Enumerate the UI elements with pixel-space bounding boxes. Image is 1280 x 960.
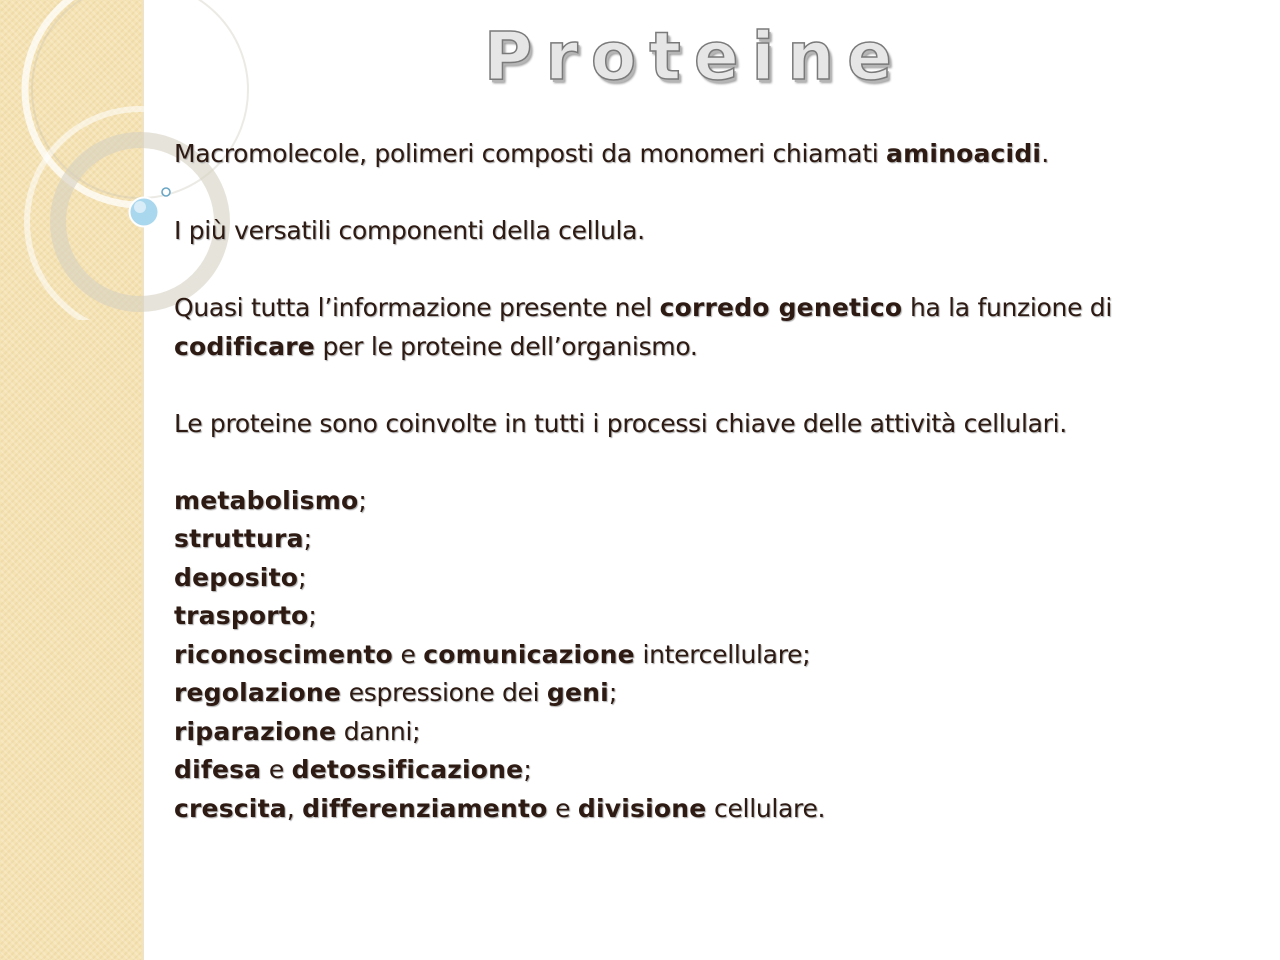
- decorative-side-panel: [0, 0, 144, 960]
- list-item: [174, 636, 1254, 675]
- keyword-struttura: struttura: [174, 524, 304, 553]
- info-text-2: ha la funzione di: [902, 293, 1113, 322]
- keyword-codificare: codificare: [174, 331, 315, 361]
- list-item-end: ;: [523, 755, 532, 784]
- list-item: [174, 520, 1254, 559]
- list-item-connector: ,: [286, 793, 303, 823]
- processes-line: Le proteine sono coinvolte in tutti i processi chiave delle attività cellulari.: [174, 408, 1067, 438]
- keyword-riparazione: riparazione: [174, 716, 337, 746]
- intro-text: Macromolecole, polimeri composti da monomeri chiamati: [174, 139, 886, 168]
- list-item-end: ;: [308, 601, 317, 630]
- keyword-geni: geni: [546, 678, 609, 707]
- list-item-connector: e: [261, 755, 292, 784]
- info-line-1: [174, 289, 1254, 328]
- info-line-2: [174, 328, 1254, 367]
- keyword-divisione: divisione: [577, 793, 707, 823]
- keyword-aminoacidi: aminoacidi: [886, 139, 1042, 168]
- slide-body: [174, 135, 1254, 828]
- keyword-metabolismo: metabolismo: [174, 485, 359, 515]
- list-item-end: ;: [358, 485, 367, 515]
- keyword-corredo-genetico: corredo genetico: [659, 293, 903, 322]
- slide-title: Proteine: [484, 18, 905, 95]
- list-item-end: ;: [608, 678, 618, 707]
- list-item: [174, 482, 1254, 521]
- list-item: [174, 751, 1254, 790]
- list-item-connector: espressione dei: [341, 678, 547, 707]
- list-item: [174, 597, 1254, 636]
- list-item: [174, 790, 1254, 829]
- keyword-differenziamento: differenziamento: [302, 793, 548, 823]
- list-item-end: cellulare.: [706, 793, 826, 823]
- list-item-end: danni;: [336, 716, 421, 746]
- keyword-riconoscimento: riconoscimento: [174, 639, 393, 669]
- keyword-comunicazione: comunicazione: [423, 639, 635, 669]
- keyword-regolazione: regolazione: [174, 678, 342, 707]
- list-item: [174, 559, 1254, 598]
- list-item: [174, 674, 1254, 713]
- keyword-difesa: difesa: [174, 755, 262, 784]
- intro-end: .: [1041, 139, 1049, 168]
- info-text-1: Quasi tutta l’informazione presente nel: [174, 293, 660, 322]
- keyword-detossificazione: detossificazione: [291, 755, 524, 784]
- list-item-connector: e: [392, 639, 424, 669]
- keyword-trasporto: trasporto: [174, 601, 309, 630]
- list-item-end: ;: [298, 562, 307, 592]
- list-item-end: ;: [303, 524, 312, 553]
- list-item-end: intercellulare;: [634, 639, 811, 669]
- list-item: [174, 713, 1254, 752]
- keyword-crescita: crescita: [174, 793, 287, 823]
- info-text-3: per le proteine dell’organismo.: [314, 331, 698, 361]
- versatile-line: I più versatili componenti della cellula.: [174, 216, 645, 245]
- keyword-deposito: deposito: [174, 562, 299, 592]
- list-item-connector: e: [547, 793, 578, 823]
- intro-line: [174, 135, 1254, 174]
